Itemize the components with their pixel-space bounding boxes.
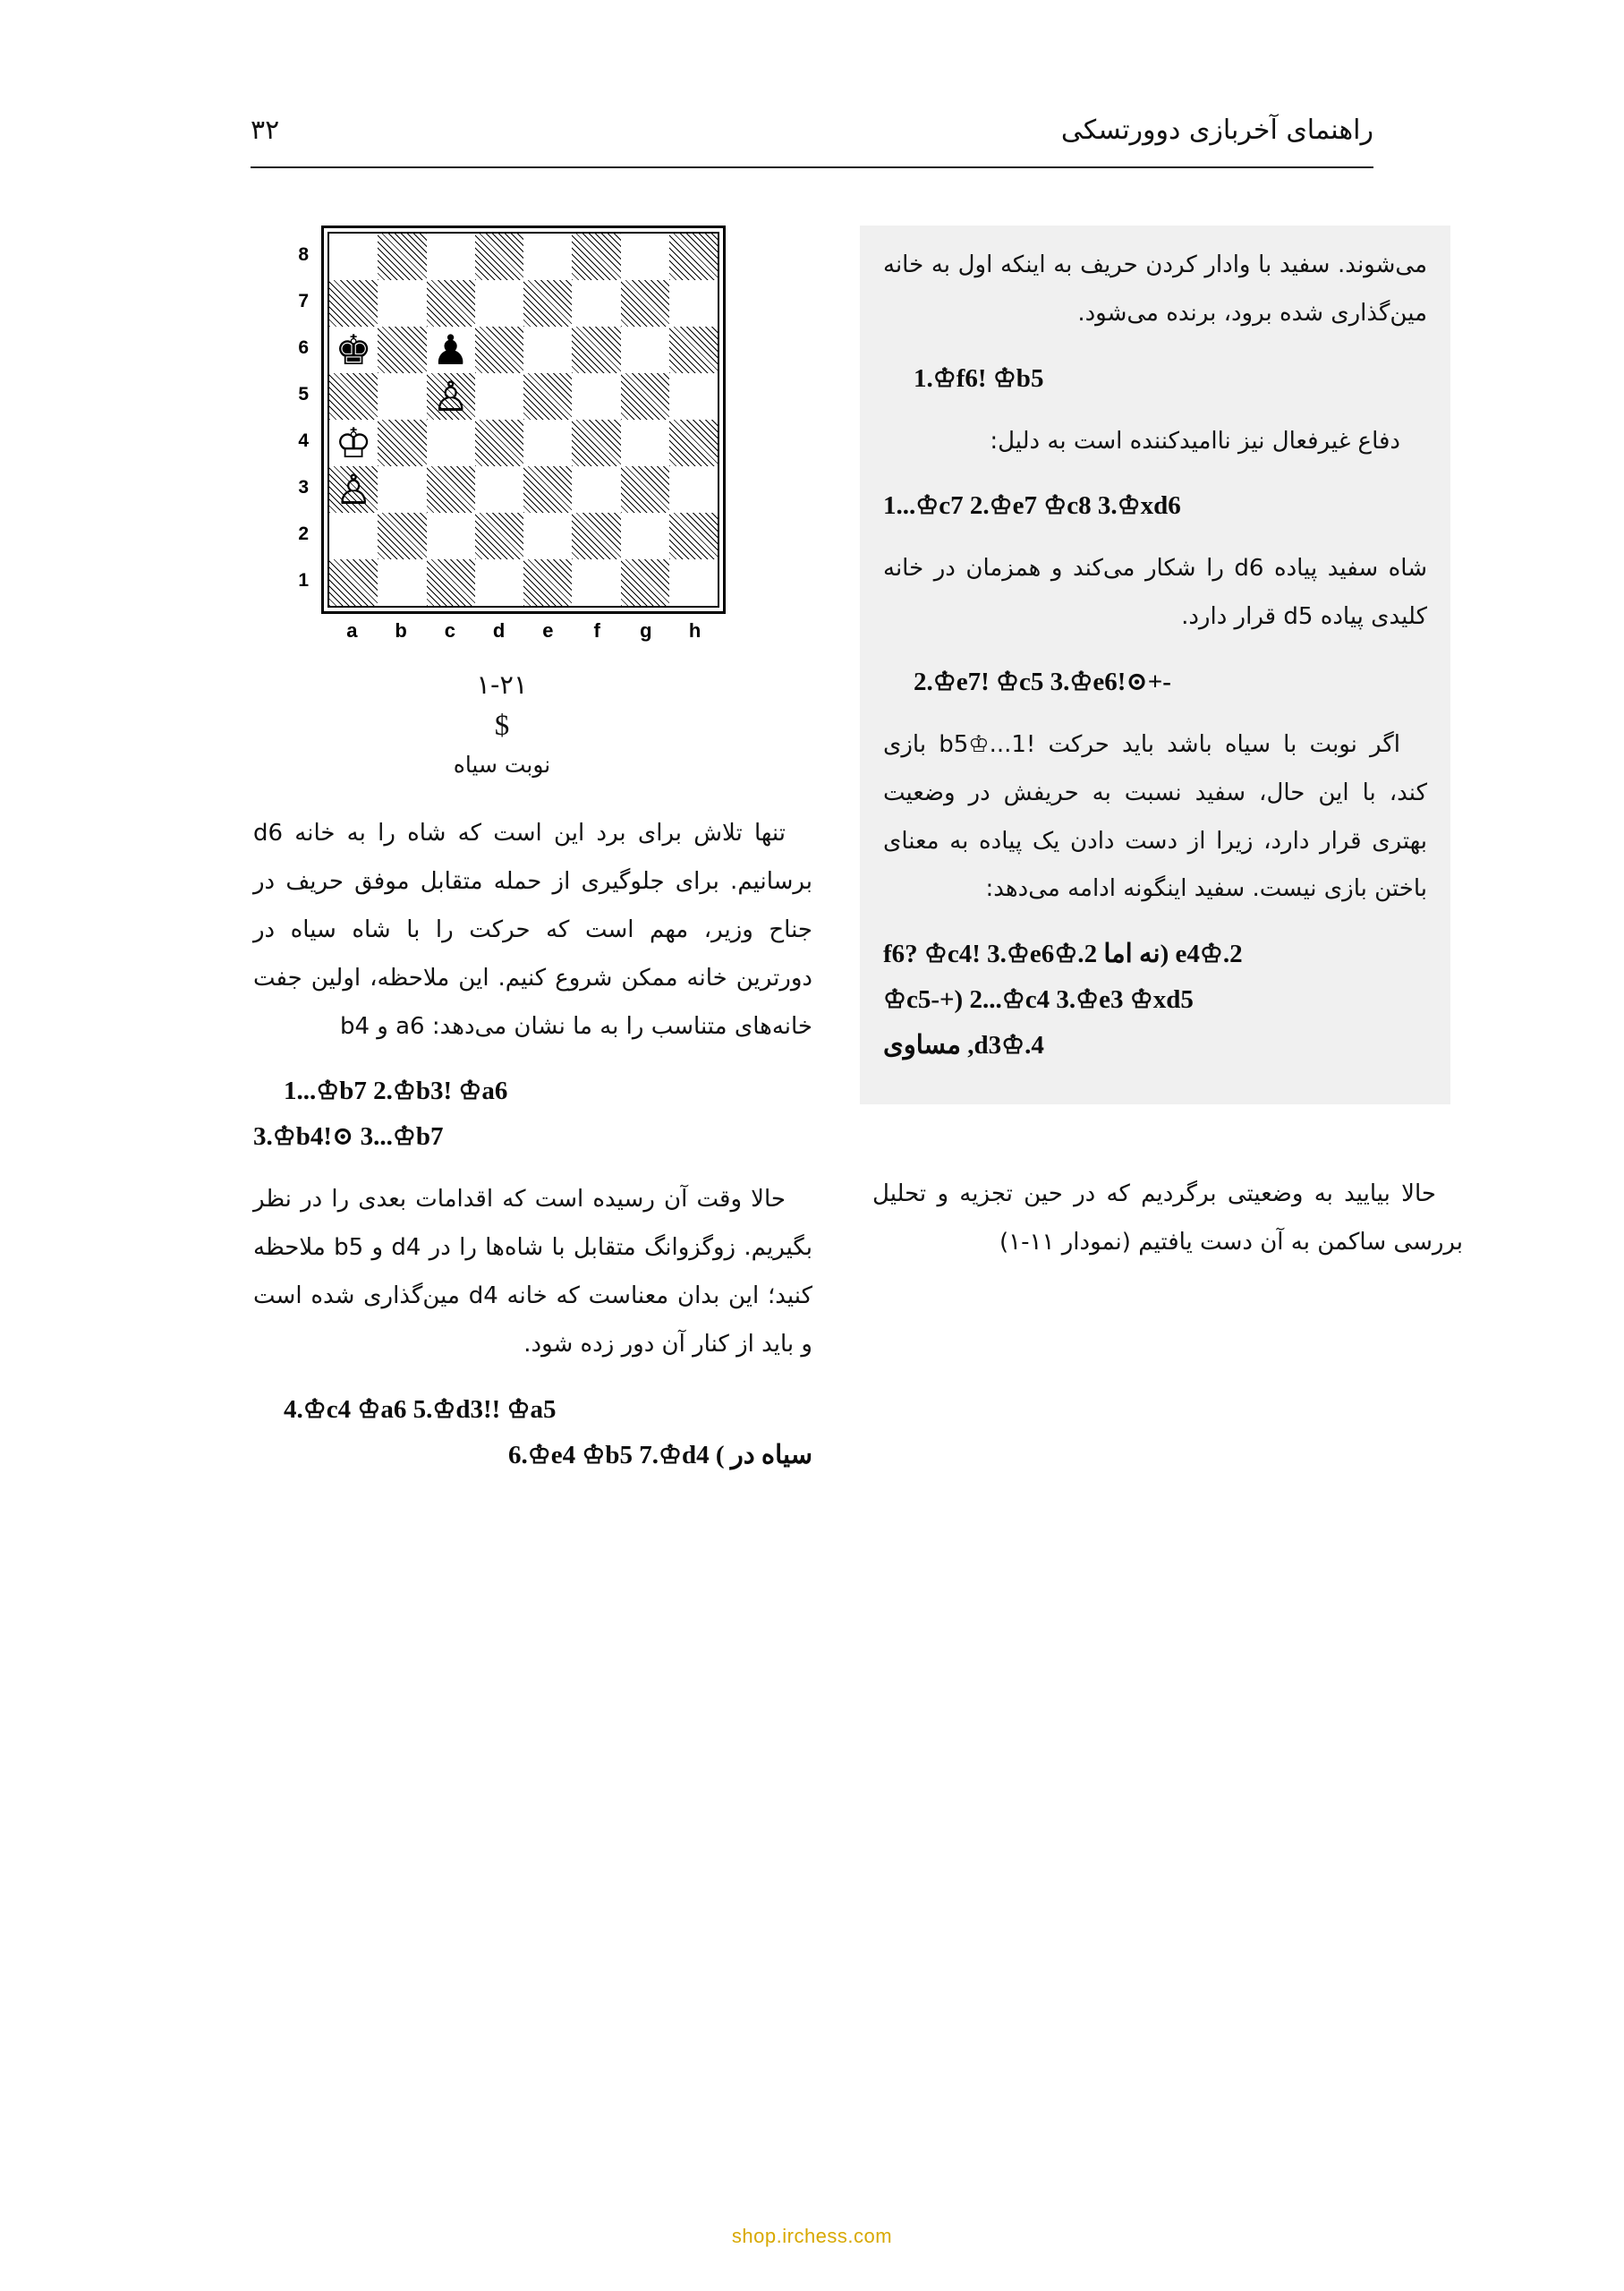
square-e6	[523, 327, 572, 373]
page-header	[251, 115, 1373, 177]
board-rank-7	[329, 280, 718, 327]
black-pawn-piece	[427, 327, 475, 373]
square-h4	[669, 420, 718, 466]
white-pawn-piece	[329, 466, 378, 513]
square-g7	[621, 280, 669, 327]
evaluation-symbol: $	[494, 709, 510, 742]
black-king-piece	[329, 327, 378, 373]
page-number: ۳۲	[251, 115, 280, 146]
rank-label: 7	[298, 291, 309, 311]
square-e4	[523, 420, 572, 466]
side-to-move-label: نوبت سیاه	[453, 752, 551, 779]
square-d4	[475, 420, 523, 466]
rank-label: 6	[298, 337, 309, 358]
book-running-title: راهنمای آخربازی دوورتسکی	[1060, 115, 1373, 146]
file-label: g	[640, 619, 652, 642]
rank-label: 8	[298, 244, 309, 265]
square-f8	[572, 234, 620, 280]
left-move-line-4-moves: 6.♔e4 ♔b5 7.♔d4	[507, 1440, 710, 1469]
square-f7	[572, 280, 620, 327]
board-rank-4	[329, 420, 718, 466]
rank-label: 3	[298, 477, 309, 498]
chess-diagram	[278, 226, 726, 643]
square-a6	[329, 327, 378, 373]
board-rank-3	[329, 466, 718, 513]
left-move-line-4	[253, 1435, 812, 1477]
square-b3	[378, 466, 426, 513]
chess-board-frame	[321, 226, 726, 614]
square-d8	[475, 234, 523, 280]
file-label: e	[542, 619, 554, 642]
box-move-line-3: 2.♔e7! ♔c5 3.♔e6!⊙+-	[914, 668, 1171, 696]
square-d5	[475, 373, 523, 420]
chess-board-inner-frame	[327, 232, 719, 608]
rank-label: 4	[298, 430, 309, 451]
square-a5	[329, 373, 378, 420]
square-d1	[475, 559, 523, 606]
square-g5	[621, 373, 669, 420]
box-move-line-1: 1.♔f6! ♔b5	[914, 363, 1044, 393]
header-divider	[251, 166, 1373, 168]
square-a4	[329, 420, 378, 466]
box-move-line-2: 1...♔c7 2.♔e7 ♔c8 3.♔xd6	[883, 491, 1181, 521]
square-h8	[669, 234, 718, 280]
square-g3	[621, 466, 669, 513]
chess-board-grid	[329, 234, 718, 606]
square-a3	[329, 466, 378, 513]
file-label: a	[346, 619, 358, 642]
square-b4	[378, 420, 426, 466]
left-paragraph-2: حالا وقت آن رسیده است که اقدامات بعدی را در نظر بگیریم. زوگزوانگ متقابل با شاه‌ها را در d4 و b5 ملاحظه کنید؛ این بدان معناست که خانه d4 مین‌گذاری شده است و باید از کنار آن دور زده شود.	[253, 1186, 813, 1358]
site-watermark: shop.irchess.com	[731, 2225, 893, 2247]
file-coordinate-labels	[321, 614, 726, 643]
square-e1	[523, 559, 572, 606]
diagram-number: ۱-۲۱	[476, 669, 528, 700]
square-f4	[572, 420, 620, 466]
square-a8	[329, 234, 378, 280]
rank-label: 2	[298, 524, 309, 544]
square-e2	[523, 513, 572, 559]
square-b6	[378, 327, 426, 373]
square-d6	[475, 327, 523, 373]
square-a1	[329, 559, 378, 606]
right-column	[872, 226, 1463, 1283]
square-d7	[475, 280, 523, 327]
box-move-line-6: 4.♔d3, مساوی	[883, 1031, 1044, 1060]
square-c3	[427, 466, 475, 513]
square-g6	[621, 327, 669, 373]
white-king-piece	[329, 420, 378, 466]
square-c7	[427, 280, 475, 327]
file-label: h	[688, 619, 701, 642]
right-paragraph-after-box: حالا بیایید به وضعیتی برگردیم که در حین تجزیه و تحلیل بررسی ساکمن به آن دست یافتیم (نمودار ۱۱-۱)	[872, 1180, 1463, 1256]
rank-coordinate-labels	[278, 232, 318, 604]
box-paragraph-2: دفاع غیرفعال نیز ناامیدکننده است به دلیل:	[990, 427, 1400, 455]
square-g4	[621, 420, 669, 466]
square-f1	[572, 559, 620, 606]
file-label: d	[492, 619, 506, 642]
square-f3	[572, 466, 620, 513]
highlight-box	[860, 226, 1450, 1104]
box-paragraph-1: می‌شوند. سفید با وادار کردن حریف به اینکه اول به خانه مین‌گذاری شده برود، برنده می‌شود.	[883, 251, 1427, 327]
square-h7	[669, 280, 718, 327]
board-rank-5	[329, 373, 718, 420]
box-move-line-4: 2.♔e4 (نه اما 2.♔f6? ♔c4! 3.♔e6	[883, 940, 1243, 969]
file-label: b	[395, 619, 407, 642]
square-g1	[621, 559, 669, 606]
left-move-line-2: 3.♔b4!⊙ 3...♔b7	[253, 1122, 444, 1152]
file-label: c	[444, 619, 455, 642]
left-move-line-3: 4.♔c4 ♔a6 5.♔d3!! ♔a5	[284, 1394, 557, 1424]
box-paragraph-4: اگر نوبت با سیاه باشد باید حرکت !1...♔b5 بازی کند، با این حال، سفید نسبت به حریفش در وضعیت بهتری قرار دارد، زیرا از دست دادن یک پیاده به معنای باختن بازی نیست. سفید اینگونه ادامه می‌دهد:	[883, 730, 1427, 903]
square-f5	[572, 373, 620, 420]
box-move-line-5: ♔c5-+) 2...♔c4 3.♔e3 ♔xd5	[883, 985, 1194, 1015]
square-b1	[378, 559, 426, 606]
square-c2	[427, 513, 475, 559]
board-rank-2	[329, 513, 718, 559]
diagram-caption	[278, 666, 726, 783]
square-d3	[475, 466, 523, 513]
square-d2	[475, 513, 523, 559]
board-rank-1	[329, 559, 718, 606]
square-h1	[669, 559, 718, 606]
square-a7	[329, 280, 378, 327]
file-label: f	[593, 619, 600, 642]
square-f2	[572, 513, 620, 559]
box-paragraph-3: شاه سفید پیاده d6 را شکار می‌کند و همزمان در خانه کلیدی پیاده d5 قرار دارد.	[883, 555, 1427, 631]
square-a2	[329, 513, 378, 559]
square-e7	[523, 280, 572, 327]
square-f6	[572, 327, 620, 373]
white-pawn-piece	[427, 373, 475, 420]
square-c1	[427, 559, 475, 606]
square-b2	[378, 513, 426, 559]
square-b7	[378, 280, 426, 327]
square-g2	[621, 513, 669, 559]
square-h2	[669, 513, 718, 559]
square-e5	[523, 373, 572, 420]
rank-label: 1	[298, 570, 309, 591]
square-b8	[378, 234, 426, 280]
square-c4	[427, 420, 475, 466]
square-h3	[669, 466, 718, 513]
square-e8	[523, 234, 572, 280]
left-move-trailer-text: سیاه در )	[715, 1440, 812, 1469]
square-c5	[427, 373, 475, 420]
square-c6	[427, 327, 475, 373]
square-h6	[669, 327, 718, 373]
rank-label: 5	[298, 384, 309, 405]
board-rank-8	[329, 234, 718, 280]
square-h5	[669, 373, 718, 420]
left-column	[253, 226, 812, 1495]
square-b5	[378, 373, 426, 420]
board-rank-6	[329, 327, 718, 373]
square-c8	[427, 234, 475, 280]
left-move-line-1: 1...♔b7 2.♔b3! ♔a6	[284, 1077, 508, 1106]
square-g8	[621, 234, 669, 280]
square-e3	[523, 466, 572, 513]
left-paragraph-1: تنها تلاش برای برد این است که شاه را به خانه d6 برسانیم. برای جلوگیری از حمله متقابل موفق حریف در جناح وزیر، مهم است که حرکت را با شاه سیاه در دورترین خانه ممکن شروع کنیم. این ملاحظه، اولین جفت خانه‌های متناسب را به ما نشان می‌دهد: a6 و b4	[253, 820, 812, 1040]
